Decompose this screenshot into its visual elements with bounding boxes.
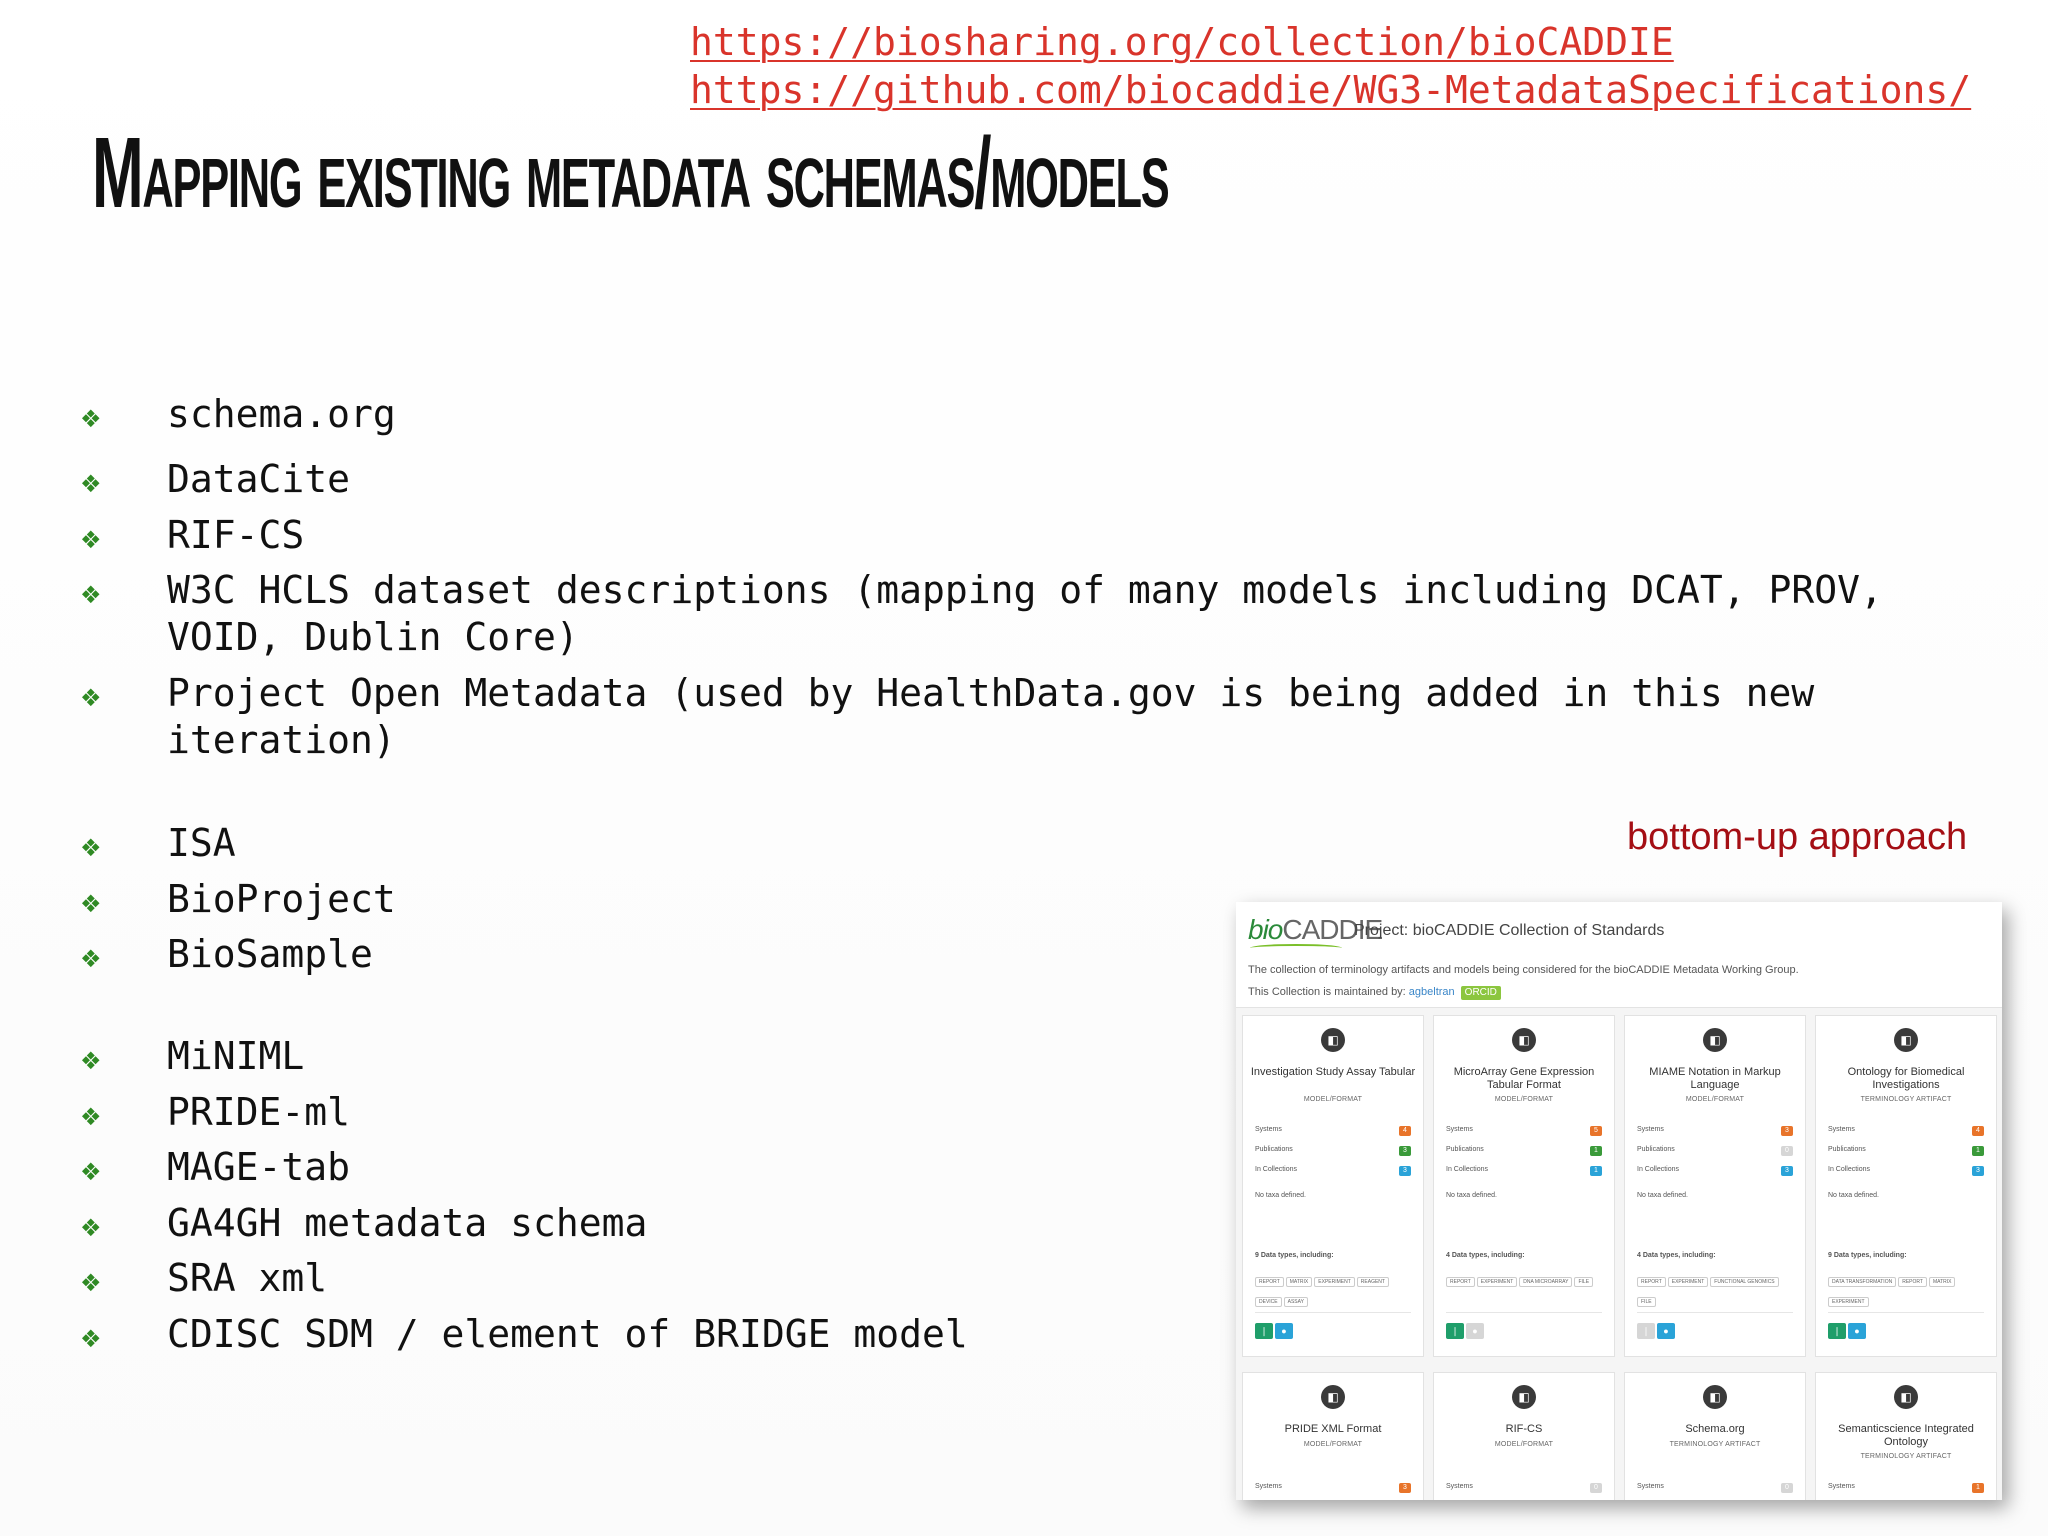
collections-label: In Collections (1828, 1166, 1871, 1173)
publications-label: Publications (1637, 1146, 1675, 1153)
data-type-tag[interactable]: MATRIX (1286, 1277, 1313, 1287)
systems-count-badge: 1 (1972, 1483, 1984, 1493)
data-type-tag[interactable]: FUNCTIONAL GENOMICS (1710, 1277, 1778, 1287)
standard-card[interactable] (1624, 1372, 1806, 1500)
standard-card[interactable] (1242, 1015, 1424, 1357)
systems-count-row (1828, 1126, 1984, 1138)
data-type-tag[interactable]: ASSAY (1284, 1297, 1308, 1307)
data-type-tags (1828, 1270, 1988, 1310)
systems-count-badge: 3 (1399, 1483, 1411, 1493)
user-icon[interactable]: ● (1275, 1323, 1293, 1339)
data-types-heading: 4 Data types, including: (1446, 1252, 1525, 1259)
data-type-tag[interactable]: REAGENT (1357, 1277, 1389, 1287)
standard-type: MODEL/FORMAT (1303, 1441, 1363, 1448)
systems-label: Systems (1446, 1126, 1473, 1133)
data-type-tag[interactable]: EXPERIMENT (1314, 1277, 1355, 1287)
diamond-bullet-icon: ❖ (80, 1269, 102, 1297)
diamond-bullet-icon: ❖ (80, 470, 102, 498)
user-icon[interactable]: ● (1657, 1323, 1675, 1339)
publications-label: Publications (1828, 1146, 1866, 1153)
collections-count-row (1637, 1166, 1793, 1178)
standard-type: MODEL/FORMAT (1494, 1096, 1554, 1103)
diamond-bullet-icon: ❖ (80, 405, 102, 433)
systems-count-row (1828, 1483, 1984, 1495)
list-item-text: CDISC SDM / element of BRIDGE model (167, 1312, 968, 1356)
data-type-tags (1637, 1270, 1797, 1310)
publications-count-row (1637, 1146, 1793, 1158)
standard-name[interactable]: MIAME Notation in Markup Language (1649, 1066, 1781, 1091)
standard-type-icon: ◧ (1703, 1385, 1727, 1409)
systems-label: Systems (1446, 1483, 1473, 1490)
user-icon[interactable]: ● (1466, 1323, 1484, 1339)
data-type-tag[interactable]: REPORT (1255, 1277, 1284, 1287)
standard-type: TERMINOLOGY ARTIFACT (1860, 1096, 1952, 1103)
collections-count-badge: 3 (1781, 1166, 1793, 1176)
systems-label: Systems (1637, 1483, 1664, 1490)
no-taxa-note: No taxa defined. (1446, 1192, 1497, 1199)
standard-name[interactable]: PRIDE XML Format (1284, 1423, 1382, 1435)
card-footer (1255, 1312, 1411, 1349)
diamond-bullet-icon: ❖ (80, 890, 102, 918)
systems-count-row (1637, 1483, 1793, 1495)
systems-count-row (1446, 1483, 1602, 1495)
collections-count-row (1828, 1166, 1984, 1178)
systems-count-badge: 4 (1972, 1126, 1984, 1136)
collection-maintainer: This Collection is maintained by: agbeltran ORCID (1248, 986, 1501, 1000)
biocaddie-logo: bioCADDIE (1248, 914, 1383, 945)
collections-label: In Collections (1446, 1166, 1489, 1173)
data-type-tag[interactable]: DATA TRANSFORMATION (1828, 1277, 1896, 1287)
data-types-heading: 9 Data types, including: (1255, 1252, 1334, 1259)
collection-description: The collection of terminology artifacts and models being considered for the bioCADDIE Metadata Working Group. (1248, 964, 1799, 976)
list-item-text: GA4GH metadata schema (167, 1201, 648, 1245)
collections-label: In Collections (1255, 1166, 1298, 1173)
standard-type: TERMINOLOGY ARTIFACT (1860, 1453, 1952, 1460)
logo-swoosh-icon (1250, 944, 1342, 952)
data-type-tag[interactable]: FILE (1637, 1297, 1656, 1307)
collections-count-row (1446, 1166, 1602, 1178)
standard-card[interactable] (1433, 1015, 1615, 1357)
standard-type: TERMINOLOGY ARTIFACT (1669, 1441, 1761, 1448)
publications-count-badge: 1 (1590, 1146, 1602, 1156)
systems-label: Systems (1828, 1126, 1855, 1133)
diamond-bullet-icon: ❖ (80, 1214, 102, 1242)
card-footer (1446, 1312, 1602, 1349)
publications-count-badge: 3 (1399, 1146, 1411, 1156)
systems-count-badge: 3 (1781, 1126, 1793, 1136)
publications-count-row (1255, 1146, 1411, 1158)
standard-card[interactable] (1433, 1372, 1615, 1500)
publications-count-row (1446, 1146, 1602, 1158)
no-taxa-note: No taxa defined. (1828, 1192, 1879, 1199)
list-item-text: Project Open Metadata (used by HealthData.gov is being added in this new iteration) (167, 671, 1815, 762)
card-footer (1828, 1312, 1984, 1349)
list-item-text: schema.org (167, 392, 396, 436)
card-footer (1637, 1312, 1793, 1349)
standard-type: MODEL/FORMAT (1685, 1096, 1745, 1103)
data-type-tag[interactable]: EXPERIMENT (1668, 1277, 1709, 1287)
data-type-tag[interactable]: REPORT (1898, 1277, 1927, 1287)
publications-count-badge: 0 (1781, 1146, 1793, 1156)
list-item-text: SRA xml (167, 1256, 328, 1300)
data-type-tag[interactable]: MATRIX (1929, 1277, 1956, 1287)
standard-type-icon: ◧ (1512, 1028, 1536, 1052)
systems-count-badge: 4 (1399, 1126, 1411, 1136)
diamond-bullet-icon: ❖ (80, 1047, 102, 1075)
standard-name[interactable]: MicroArray Gene Expression Tabular Format (1453, 1066, 1595, 1091)
list-item-text: BioSample (167, 932, 373, 976)
list-item-text: RIF-CS (167, 513, 305, 557)
publications-label: Publications (1446, 1146, 1484, 1153)
standard-card[interactable] (1242, 1372, 1424, 1500)
data-types-heading: 4 Data types, including: (1637, 1252, 1716, 1259)
standard-name[interactable]: Investigation Study Assay Tabular (1250, 1066, 1416, 1078)
standard-type-icon: ◧ (1894, 1385, 1918, 1409)
collections-count-row (1255, 1166, 1411, 1178)
user-icon[interactable]: ● (1848, 1323, 1866, 1339)
systems-count-row (1446, 1126, 1602, 1138)
diamond-bullet-icon: ❖ (80, 684, 102, 712)
standard-card[interactable] (1815, 1015, 1997, 1357)
systems-label: Systems (1255, 1483, 1282, 1490)
data-type-tag[interactable]: DEVICE (1255, 1297, 1282, 1307)
maintainer-link[interactable]: agbeltran (1408, 986, 1455, 998)
standard-type-icon: ◧ (1321, 1028, 1345, 1052)
systems-label: Systems (1637, 1126, 1664, 1133)
github-metadata-specifications-link[interactable]: https://github.com/biocaddie/WG3-MetadataSpecifications/ (690, 68, 1972, 112)
biosharing-collection-link[interactable]: https://biosharing.org/collection/bioCADDIE (690, 20, 1674, 64)
standard-name[interactable]: Ontology for Biomedical Investigations (1847, 1066, 1965, 1091)
publication-link-icon[interactable]: ❘ (1255, 1323, 1273, 1339)
systems-count-row (1637, 1126, 1793, 1138)
list-item-text: MAGE-tab (167, 1145, 351, 1189)
standard-card[interactable] (1815, 1372, 1997, 1500)
diamond-bullet-icon: ❖ (80, 834, 102, 862)
publication-link-icon[interactable]: ❘ (1828, 1323, 1846, 1339)
publications-count-row (1828, 1146, 1984, 1158)
systems-count-badge: 5 (1590, 1126, 1602, 1136)
standard-type: MODEL/FORMAT (1494, 1441, 1554, 1448)
standard-card[interactable] (1624, 1015, 1806, 1357)
standard-type-icon: ◧ (1894, 1028, 1918, 1052)
data-type-tags (1446, 1270, 1606, 1290)
publication-link-icon[interactable]: ❘ (1637, 1323, 1655, 1339)
publication-link-icon[interactable]: ❘ (1446, 1323, 1464, 1339)
bottom-up-approach-caption: bottom-up approach (1627, 816, 1968, 858)
data-types-heading: 9 Data types, including: (1828, 1252, 1907, 1259)
publications-count-badge: 1 (1972, 1146, 1984, 1156)
diamond-bullet-icon: ❖ (80, 945, 102, 973)
orcid-badge[interactable]: ORCID (1461, 986, 1501, 1000)
slide-title: Mapping existing metadata schemas/models (92, 117, 1169, 229)
diamond-bullet-icon: ❖ (80, 526, 102, 554)
reference-links (690, 18, 1971, 114)
collections-count-badge: 3 (1399, 1166, 1411, 1176)
biocaddie-collection-screenshot (1236, 902, 2002, 1500)
project-title: Project: bioCADDIE Collection of Standards (1354, 922, 1665, 939)
data-type-tag[interactable]: REPORT (1446, 1277, 1475, 1287)
list-item-text: MiNIML (167, 1034, 305, 1078)
list-item-text: ISA (167, 821, 236, 865)
diamond-bullet-icon: ❖ (80, 1158, 102, 1186)
standard-name[interactable]: Semanticscience Integrated Ontology (1838, 1423, 1974, 1448)
publications-label: Publications (1255, 1146, 1293, 1153)
data-type-tag[interactable]: EXPERIMENT (1477, 1277, 1518, 1287)
standard-type-icon: ◧ (1512, 1385, 1536, 1409)
data-type-tag[interactable]: REPORT (1637, 1277, 1666, 1287)
standard-type: MODEL/FORMAT (1303, 1096, 1363, 1103)
systems-count-row (1255, 1483, 1411, 1495)
standard-name[interactable]: RIF-CS (1505, 1423, 1543, 1435)
data-type-tag[interactable]: DNA MICROARRAY (1519, 1277, 1572, 1287)
diamond-bullet-icon: ❖ (80, 581, 102, 609)
no-taxa-note: No taxa defined. (1637, 1192, 1688, 1199)
systems-count-badge: 0 (1590, 1483, 1602, 1493)
data-type-tag[interactable]: EXPERIMENT (1828, 1297, 1869, 1307)
diamond-bullet-icon: ❖ (80, 1325, 102, 1353)
collections-label: In Collections (1637, 1166, 1680, 1173)
standard-type-icon: ◧ (1321, 1385, 1345, 1409)
systems-count-badge: 0 (1781, 1483, 1793, 1493)
list-item-text: BioProject (167, 877, 396, 921)
standard-type-icon: ◧ (1703, 1028, 1727, 1052)
list-item-text: DataCite (167, 457, 351, 501)
systems-label: Systems (1255, 1126, 1282, 1133)
list-item-text: W3C HCLS dataset descriptions (mapping of many models including DCAT, PROV, VOID, Dublin Core) (167, 568, 1883, 659)
list-item-text: PRIDE-ml (167, 1090, 351, 1134)
collection-header (1236, 902, 2002, 1008)
standard-name[interactable]: Schema.org (1685, 1423, 1745, 1435)
collections-count-badge: 3 (1972, 1166, 1984, 1176)
no-taxa-note: No taxa defined. (1255, 1192, 1306, 1199)
diamond-bullet-icon: ❖ (80, 1103, 102, 1131)
systems-label: Systems (1828, 1483, 1855, 1490)
systems-count-row (1255, 1126, 1411, 1138)
data-type-tags (1255, 1270, 1415, 1310)
collections-count-badge: 1 (1590, 1166, 1602, 1176)
data-type-tag[interactable]: FILE (1574, 1277, 1593, 1287)
